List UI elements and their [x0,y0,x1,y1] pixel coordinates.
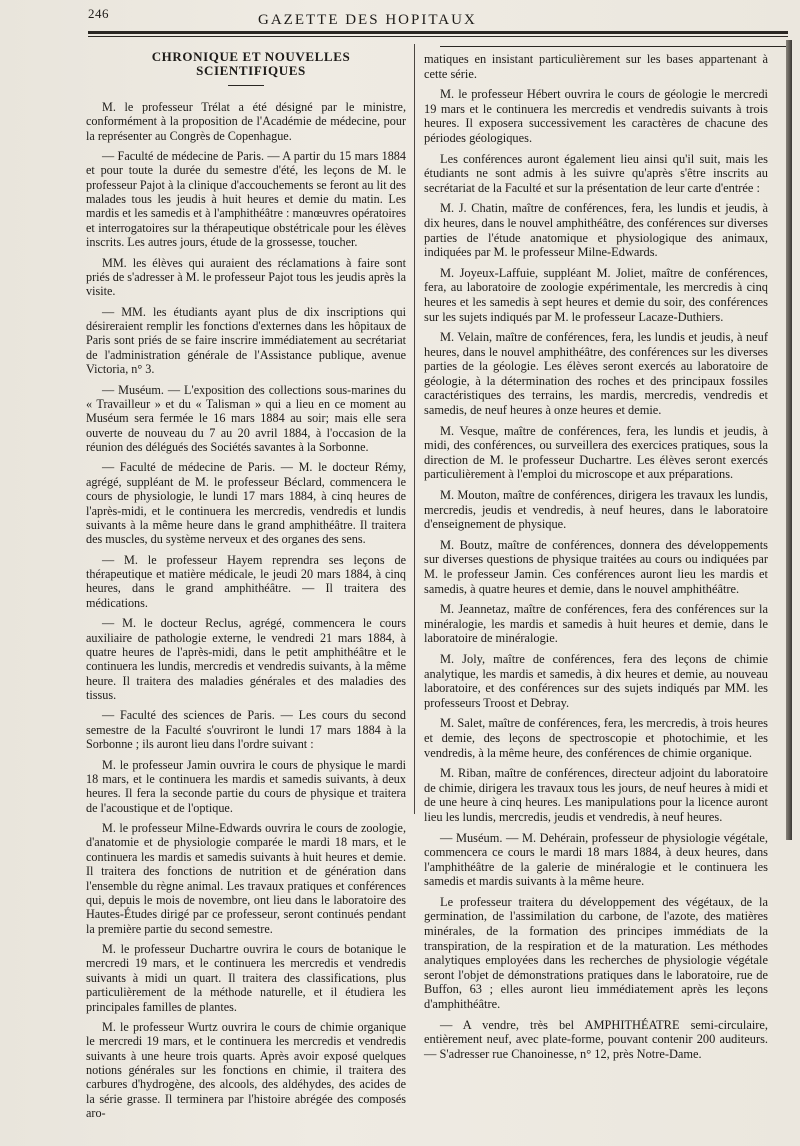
section-title: CHRONIQUE ET NOUVELLES SCIENTIFIQUES [151,49,351,79]
paragraph: — M. le docteur Reclus, agrégé, commencera le cours auxiliaire de pathologie externe, le vendredi 21 mars 1884, à quatre heures de l'après-midi, dans le petit amphithéâtre et le continuera les lundis, mercredis et vendredis suivants, à la même heure. Il traitera des maladies générales et des maladies des tissus. [86,616,406,702]
paragraph: M. Jeannetaz, maître de conférences, fera des conférences sur la minéralogie, les mardis et samedis à huit heures et demie, dans le laboratoire de minéralogie. [424,602,768,646]
paragraph: M. J. Chatin, maître de conférences, fera, les lundis et jeudis, à dix heures, dans le nouvel amphithéâtre, des conférences sur diverses parties de l'étude anatomique et physiologique des animaux, indiquées par M. le professeur Milne-Edwards. [424,201,768,260]
paragraph: Le professeur traitera du développement des végétaux, de la germination, de l'assimilation du carbone, de l'azote, des matières minérales, de la formation des principes immédiats de la transpiration, de la respiration et de la maturation. Les méthodes analytiques employées dans les recherches de physiologie végétale seront l'objet de démonstrations pratiques dans le laboratoire, rue de Buffon, 63 ; elles auront lieu immédiatement après les leçons d'amphithéâtre. [424,894,768,1012]
right-paragraphs [424,52,768,1061]
paragraph: — M. le professeur Hayem reprendra ses leçons de thérapeutique et matière médicale, le jeudi 20 mars 1884, à cinq heures, dans le grand amphithéâtre. — Il traitera des médications. [86,552,406,610]
paragraph: M. Joly, maître de conférences, fera des leçons de chimie analytique, les mardis et samedis, à dix heures et demie, au nouveau laboratoire, et des conférences sur des sujets indiqués par MM. les professeurs Troost et Debray. [424,651,768,710]
column-divider [414,44,415,814]
page-edge-shadow [786,40,792,840]
paragraph: matiques en insistant particulièrement sur les bases appartenant à cette série. [424,52,768,81]
paragraph: MM. les élèves qui auraient des réclamations à faire sont priés de s'adresser à M. le professeur Pajot tous les jeudis après la visite. [86,255,406,299]
paragraph: M. Joyeux-Laffuie, suppléant M. Joliet, maître de conférences, fera, au laboratoire de zoologie expérimentale, les mercredis à cinq heures et les samedis à sept heures et demie du soir, des conférences sur les sujets indiqués par M. le professeur Lacaze-Duthiers. [424,265,768,324]
paragraph: M. Velain, maître de conférences, fera, les lundis et jeudis, à neuf heures, dans le nouvel amphithéâtre, des conférences sur les diverses parties de la géologie. Les élèves seront exercés au laboratoire de géologie, à la détermination des roches et des principaux fossiles caractéristiques des terrains, les mardis, mercredis, vendredis et samedis, de neuf heures à onze heures et demie. [424,330,768,418]
left-column [86,46,406,1127]
paragraph: M. le professeur Jamin ouvrira le cours de physique le mardi 18 mars, et le continuera les mardis et samedis suivants, à deux heures. Il fera la seconde partie du cours de physique et traitera de l'acoustique et de l'optique. [86,757,406,815]
paragraph: M. Riban, maître de conférences, directeur adjoint du laboratoire de chimie, dirigera les travaux tous les jours, de neuf heures à midi et de une heure à cinq heures. Les manipulations pour la licence auront lieu les lundis, mercredis, jeudis et vendredis, à neuf heures. [424,766,768,824]
paragraph: — MM. les étudiants ayant plus de dix inscriptions qui désireraient remplir les fonctions d'externes dans les hôpitaux de Paris sont priés de se faire inscrire immédiatement au secrétariat de l'administration générale de l'Assistance publique, avenue Victoria, n° 3. [86,304,406,377]
right-column-top-rule [440,46,790,47]
title-rule [228,85,264,86]
paragraph: — A vendre, très bel AMPHITHÉATRE semi-circulaire, entièrement neuf, avec plate-forme, pouvant contenir 200 auditeurs. — S'adresser rue Chanoinesse, n° 12, près Notre-Dame. [424,1017,768,1061]
paragraph: M. le professeur Hébert ouvrira le cours de géologie le mercredi 19 mars et le continuera les mercredis et vendredis suivants à trois heures. Il exposera successivement les caractères de chacune des périodes géologiques. [424,87,768,145]
paragraph: — Faculté de médecine de Paris. — M. le docteur Rémy, agrégé, suppléant de M. le professeur Béclard, commencera le cours de physiologie, le lundi 17 mars 1884, à cinq heures de l'après-midi, et le continuera les mercredis, vendredis et lundis suivants à la même heure dans le grand amphithéâtre. Il traitera des muscles, du système nerveux et des organes des sens. [86,460,406,547]
running-head: GAZETTE DES HOPITAUX [258,12,477,28]
paragraph: — Faculté des sciences de Paris. — Les cours du second semestre de la Faculté s'ouvriront le lundi 17 mars 1884 à la Sorbonne ; ils auront lieu dans l'ordre suivant : [86,708,406,752]
right-column [424,52,768,1067]
paragraph: M. le professeur Duchartre ouvrira le cours de botanique le mercredi 19 mars, et le continuera les mercredis et vendredis suivants à midi un quart. Il traitera des classifications, plus particulièrement de la méthode naturelle, et il étudiera les principales familles de plantes. [86,942,406,1014]
paragraph: M. Vesque, maître de conférences, fera, les lundis et jeudis, à midi, des conférences, ou surveillera des exercices pratiques, sous la direction de M. le professeur Duchartre. Les élèves seront exercés particulièrement à l'emploi du microscope et aux préparations. [424,423,768,482]
paragraph: M. le professeur Trélat a été désigné par le ministre, conformément à la proposition de l'Académie de médecine, pour la représenter au Congrès de Copenhague. [86,99,406,143]
paragraph: — Faculté de médecine de Paris. — A partir du 15 mars 1884 et pour toute la durée du semestre d'été, les leçons de M. le professeur Pajot à la clinique d'accouchements se feront au lit des malades tous les jeudis à huit heures et demie du matin. Les mardis et les samedis et à l'amphithéâtre : manœuvres opératoires et interrogatoires sur la thérapeutique obstétricale pour les élèves inscrits. Les autres jours, étude de la grossesse, toucher. [86,148,406,250]
paragraph: — Muséum. — M. Dehérain, professeur de physiologie végétale, commencera ce cours le mardi 18 mars 1884, à deux heures, dans l'amphithéâtre de la galerie de minéralogie et le continuera les samedis et mardis suivants à la même heure. [424,830,768,889]
paragraph: M. le professeur Milne-Edwards ouvrira le cours de zoologie, d'anatomie et de physiologie comparée le mardi 18 mars, et le continuera les mardis et samedis suivants à huit heures et demie. Il traitera des fonctions de nutrition et de génération dans l'ensemble du règne animal. Les travaux pratiques et conférences qui, depuis le mois de novembre, ont lieu dans le laboratoire des Hautes-Études dirigé par ce professeur, seront continués pendant la première partie du second semestre. [86,821,406,936]
paragraph: M. Mouton, maître de conférences, dirigera les travaux les lundis, mercredis, jeudis et vendredis, à neuf heures, dans le laboratoire d'enseignement de physique. [424,488,768,532]
page-number: 246 [88,6,109,21]
paragraph: M. Boutz, maître de conférences, donnera des développements sur diverses questions de physique traitées au cours ou indiquées par M. le professeur Jamin. Ces conférences auront lieu les mardis et samedis, à quatre heures et demie, dans le nouvel amphithéâtre. [424,537,768,596]
paragraph: — Muséum. — L'exposition des collections sous-marines du « Travailleur » et du « Talisman » qui a lieu en ce moment au Muséum sera fermée le 16 mars 1884 au soir; mais elle sera ouverte de nouveau du 7 au 20 avril 1884, à l'occasion de la réunion des délégués des Sociétés savantes à la Sorbonne. [86,382,406,454]
header-rule-thick [88,31,788,34]
left-paragraphs [86,100,406,1121]
paragraph: Les conférences auront également lieu ainsi qu'il suit, mais les étudiants ne sont admis à les suivre qu'après s'être inscrits au secrétariat de la Faculté et sur la présentation de leur carte d'entrée : [424,151,768,195]
paragraph: M. le professeur Wurtz ouvrira le cours de chimie organique le mercredi 19 mars, et le continuera les mercredis et vendredis suivants à une heure trois quarts. Après avoir exposé quelques notions générales sur les fonctions en chimie, il traitera des carbures d'hydrogène, des alcools, des aldéhydes, des acides de la série grasse. Il terminera par l'histoire abrégée des composés aro- [86,1019,406,1121]
header-rule-thin [88,36,788,37]
paragraph: M. Salet, maître de conférences, fera, les mercredis, à trois heures et demie, des leçons de spectroscopie et photochimie, et les vendredis, à la même heure, des conférences de chimie organique. [424,716,768,760]
